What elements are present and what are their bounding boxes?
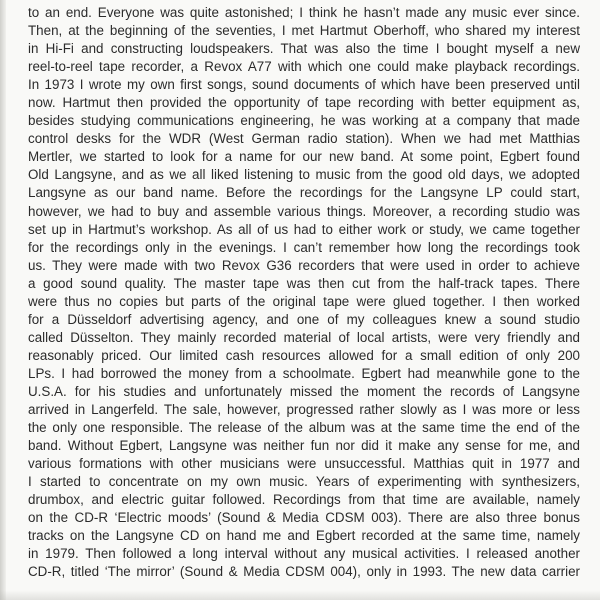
text-line: were thus no copies but parts of the original tape were glued together. I then worked [28, 293, 580, 309]
text-line: to an end. Everyone was quite astonished; I think he hasn’t made any music ever since. [28, 5, 580, 20]
text-line: now. Hartmut then provided the opportunity of tape recording with better equipment as, [28, 95, 580, 111]
text-line: band. Without Egbert, Langsyne was neither fun nor did it make any sense for me, and [28, 438, 580, 454]
text-line: arrived in Langerfeld. The sale, however, progressed rather slowly as I was more or less [28, 402, 580, 418]
text-line: drumbox, and electric guitar followed. Recordings from that time are available, namely [28, 492, 580, 508]
text-line: Langsyne as our band name. Before the recordings for the Langsyne LP could start, [28, 185, 580, 201]
text-line: however, we had to buy and assemble various things. Moreover, a recording studio was [28, 203, 580, 219]
text-line: in Hi-Fi and constructing loudspeakers. That was also the time I bought myself a new [28, 41, 580, 57]
text-line: the only one responsible. The release of the album was at the same time the end of the [28, 420, 580, 436]
text-line: reel-to-reel tape recorder, a Revox A77 with which one could make playback recordings. [28, 59, 580, 75]
body-paragraph [28, 4, 580, 582]
text-line: CD-R, titled ‘The mirror’ (Sound & Media CDSM 004), only in 1993. The new data carrier [28, 564, 580, 580]
text-line: I started to concentrate on my own music. Years of experimenting with synthesizers, [28, 474, 580, 490]
text-line: besides studying communications engineering, he was working at a company that made [28, 113, 580, 129]
text-line: reasonably priced. Our limited cash resources allowed for a small edition of only 200 [28, 347, 580, 363]
text-line: a good sound quality. The master tape was then cut from the half-track tapes. There [28, 275, 580, 291]
page-bottom-shadow [0, 590, 600, 600]
text-line: LPs. I had borrowed the money from a schoolmate. Egbert had meanwhile gone to the [28, 365, 580, 381]
text-line: Mertler, we started to look for a name for our new band. At some point, Egbert found [28, 149, 580, 165]
text-line: for a Düsseldorf advertising agency, and one of my colleagues knew a sound studio [28, 311, 580, 327]
text-line: Old Langsyne, and as we all liked listening to music from the good old days, we adopted [28, 167, 580, 183]
text-line: various formations with other musicians were unsuccessful. Matthias quit in 1977 and [28, 456, 580, 472]
text-line: In 1973 I wrote my own first songs, sound documents of which have been preserved until [28, 77, 580, 93]
text-line: called Düsselton. They mainly recorded material of local artists, were very friendly and [28, 329, 580, 345]
text-line: U.S.A. for his studies and unfortunately missed the moment the records of Langsyne [28, 383, 580, 399]
page-binding-edge [0, 0, 6, 600]
text-line: for the recordings only in the evenings. I can’t remember how long the recordings took [28, 239, 580, 255]
text-line: on the CD-R ‘Electric moods’ (Sound & Media CDSM 003). There are also three bonus [28, 510, 580, 526]
text-line: tracks on the Langsyne CD on hand me and Egbert recorded at the same time, namely [28, 528, 580, 544]
text-line: set up in Hartmut’s workshop. As all of us had to either work or study, we came together [28, 221, 580, 237]
text-line: Then, at the beginning of the seventies, I met Hartmut Oberhoff, who shared my interest [28, 23, 580, 39]
text-line: control desks for the WDR (West German radio station). When we had met Matthias [28, 131, 580, 147]
text-line: us. They were made with two Revox G36 recorders that were used in order to achieve [28, 257, 580, 273]
text-line: in 1979. Then followed a long interval without any musical activities. I released another [28, 546, 580, 562]
